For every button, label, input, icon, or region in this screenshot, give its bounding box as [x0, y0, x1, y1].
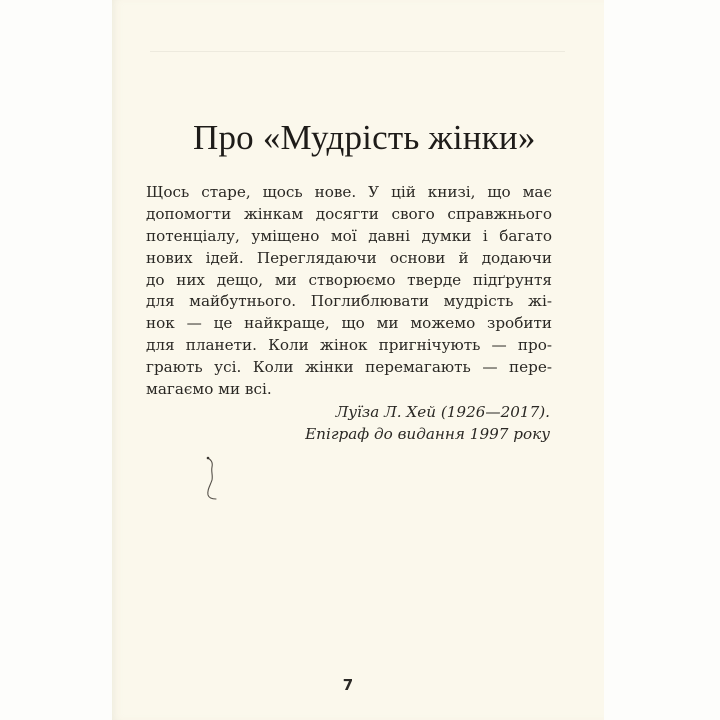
body-line: для планети. Коли жінок пригнічують — про-	[146, 336, 552, 355]
body-line: грають усі. Коли жінки перемагають — пере-	[146, 358, 552, 377]
body-line: для майбутнього. Поглиблювати мудрість жі-	[146, 292, 552, 311]
body-line: нок — це найкраще, що ми можемо зробити	[146, 314, 552, 333]
attribution	[250, 401, 550, 445]
attribution-source: Епіграф до видання 1997 року	[305, 425, 550, 443]
body-line: до них дещо, ми створюємо тверде підґрунтя	[146, 270, 552, 289]
page-title: Про «Мудрість жінки»	[193, 118, 536, 157]
body-line: магаємо ми всі.	[146, 380, 272, 399]
pencil-mark-icon	[204, 455, 220, 501]
epigraph-body	[146, 182, 552, 401]
attribution-author: Луїза Л. Хей (1926—2017).	[335, 403, 550, 421]
page-number: 7	[342, 676, 354, 694]
body-line: нових ідей. Переглядаючи основи й додаючи	[146, 248, 552, 267]
body-line: потенціалу, уміщено мої давні думки і багато	[146, 226, 552, 245]
body-line: Щось старе, щось нове. У цій книзі, що має	[146, 183, 552, 201]
bleed-through-rule	[150, 51, 565, 52]
bleed-through-header	[520, 32, 524, 45]
body-line: допомогти жінкам досягти свого справжнього	[146, 204, 552, 223]
